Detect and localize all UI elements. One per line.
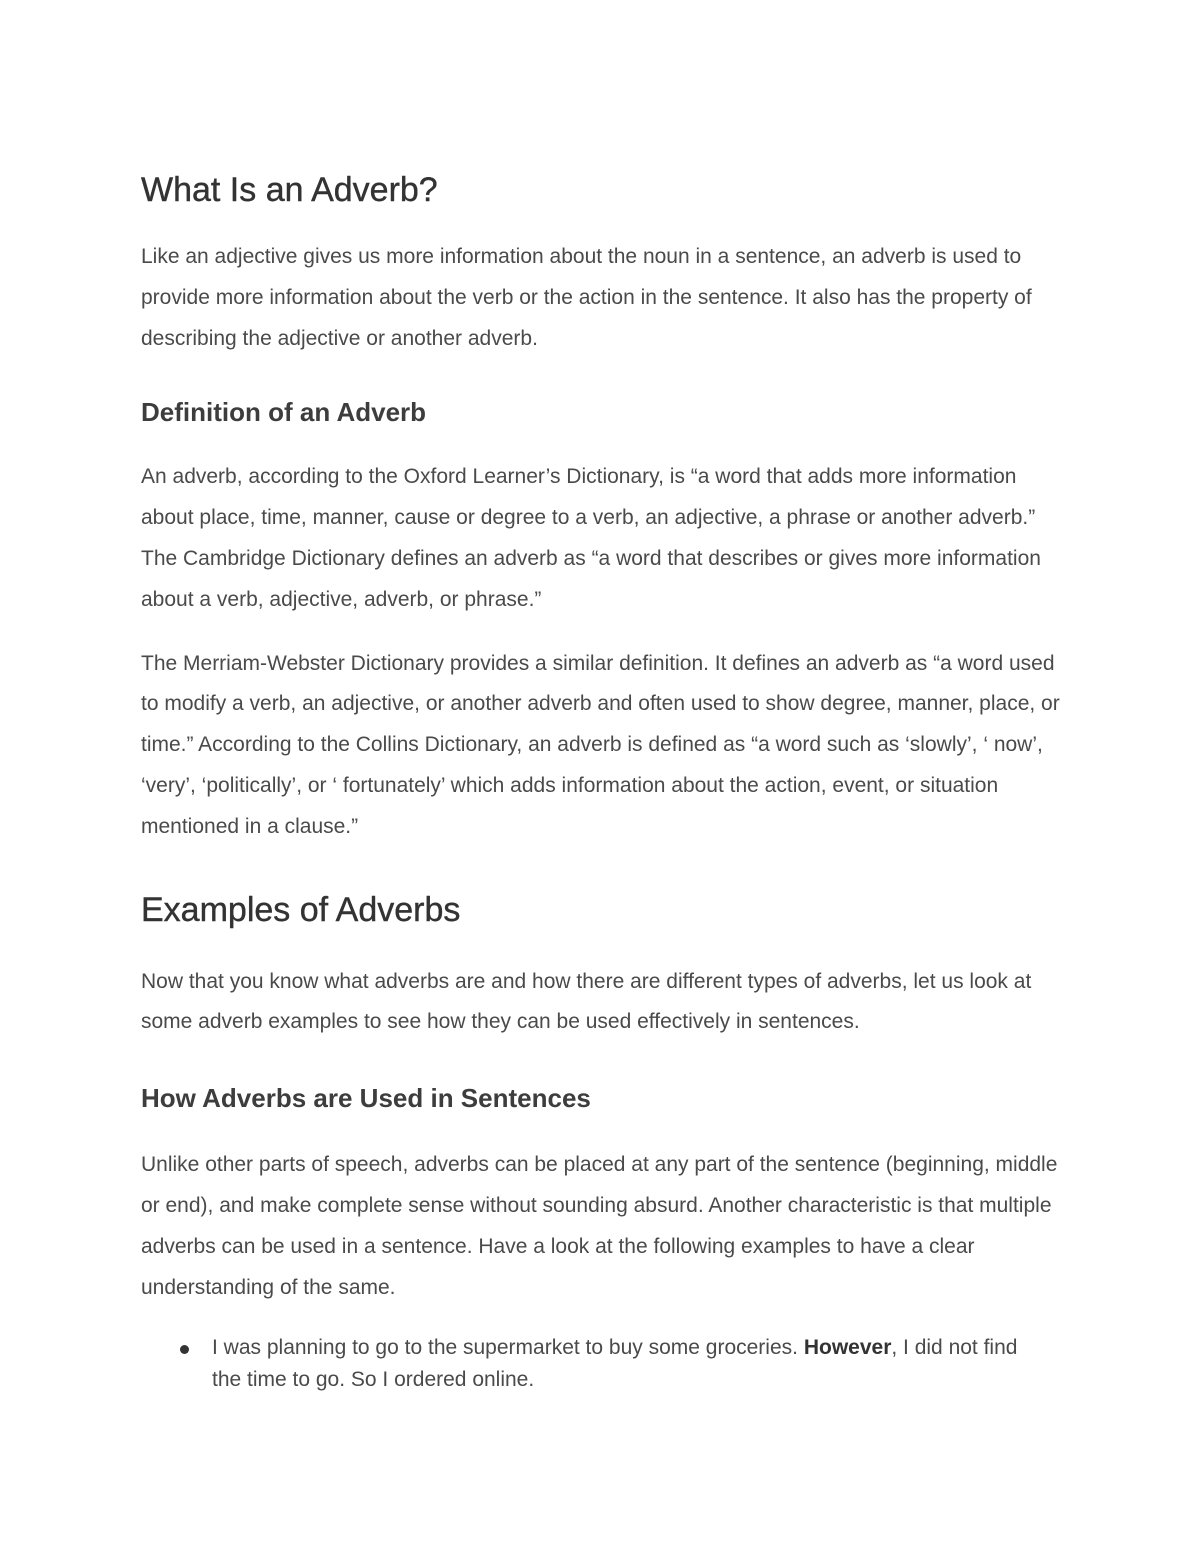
list-item (141, 1332, 1042, 1396)
paragraph-how-used: Unlike other parts of speech, adverbs can be placed at any part of the sentence (beginning, middle or end), and make complete sense without sounding absurd. Another characteristic is that multiple adverbs can be used in a sentence. Have a look at the following examples to have a clear understanding of the same. (141, 1153, 1058, 1299)
bullet-dot-icon (180, 1345, 189, 1354)
document-page (141, 168, 1066, 1396)
bullet-text-before: I was planning to go to the supermarket to buy some groceries. (212, 1336, 804, 1360)
example-bullet-list (141, 1332, 1066, 1396)
heading-definition-of-an-adverb: Definition of an Adverb (141, 397, 427, 428)
bullet-text-bold: However (803, 1336, 892, 1360)
heading-what-is-an-adverb: What Is an Adverb? (141, 171, 438, 209)
paragraph-intro: Like an adjective gives us more information about the noun in a sentence, an adverb is used to provide more information about the verb or the action in the sentence. It also has the property of describing the adjective or another adverb. (141, 245, 1032, 350)
heading-how-adverbs-are-used: How Adverbs are Used in Sentences (141, 1083, 591, 1114)
paragraph-definition-merriam-collins: The Merriam-Webster Dictionary provides a similar definition. It defines an adverb as “a word used to modify a verb, an adjective, or another adverb and often used to show degree, manner, place, or time.” According to the Collins Dictionary, an adverb is defined as “a word such as ‘slowly’, ‘ now’, ‘very’, ‘politically’, or ‘ fortunately’ which adds information about the action, event, or situation mentioned in a clause.” (141, 651, 1060, 838)
paragraph-examples-intro: Now that you know what adverbs are and how there are different types of adverbs, let us look at some adverb examples to see how they can be used effectively in sentences. (141, 969, 1032, 1034)
paragraph-definition-oxford-cambridge: An adverb, according to the Oxford Learner’s Dictionary, is “a word that adds more information about place, time, manner, cause or degree to a verb, an adjective, a phrase or another adverb.” The Cambridge Dictionary defines an adverb as “a word that describes or gives more information about a verb, adjective, adverb, or phrase.” (141, 465, 1041, 611)
bullet-text-after: , I did not find the time to go. So I ordered online. (212, 1336, 1018, 1392)
heading-examples-of-adverbs: Examples of Adverbs (141, 890, 461, 929)
